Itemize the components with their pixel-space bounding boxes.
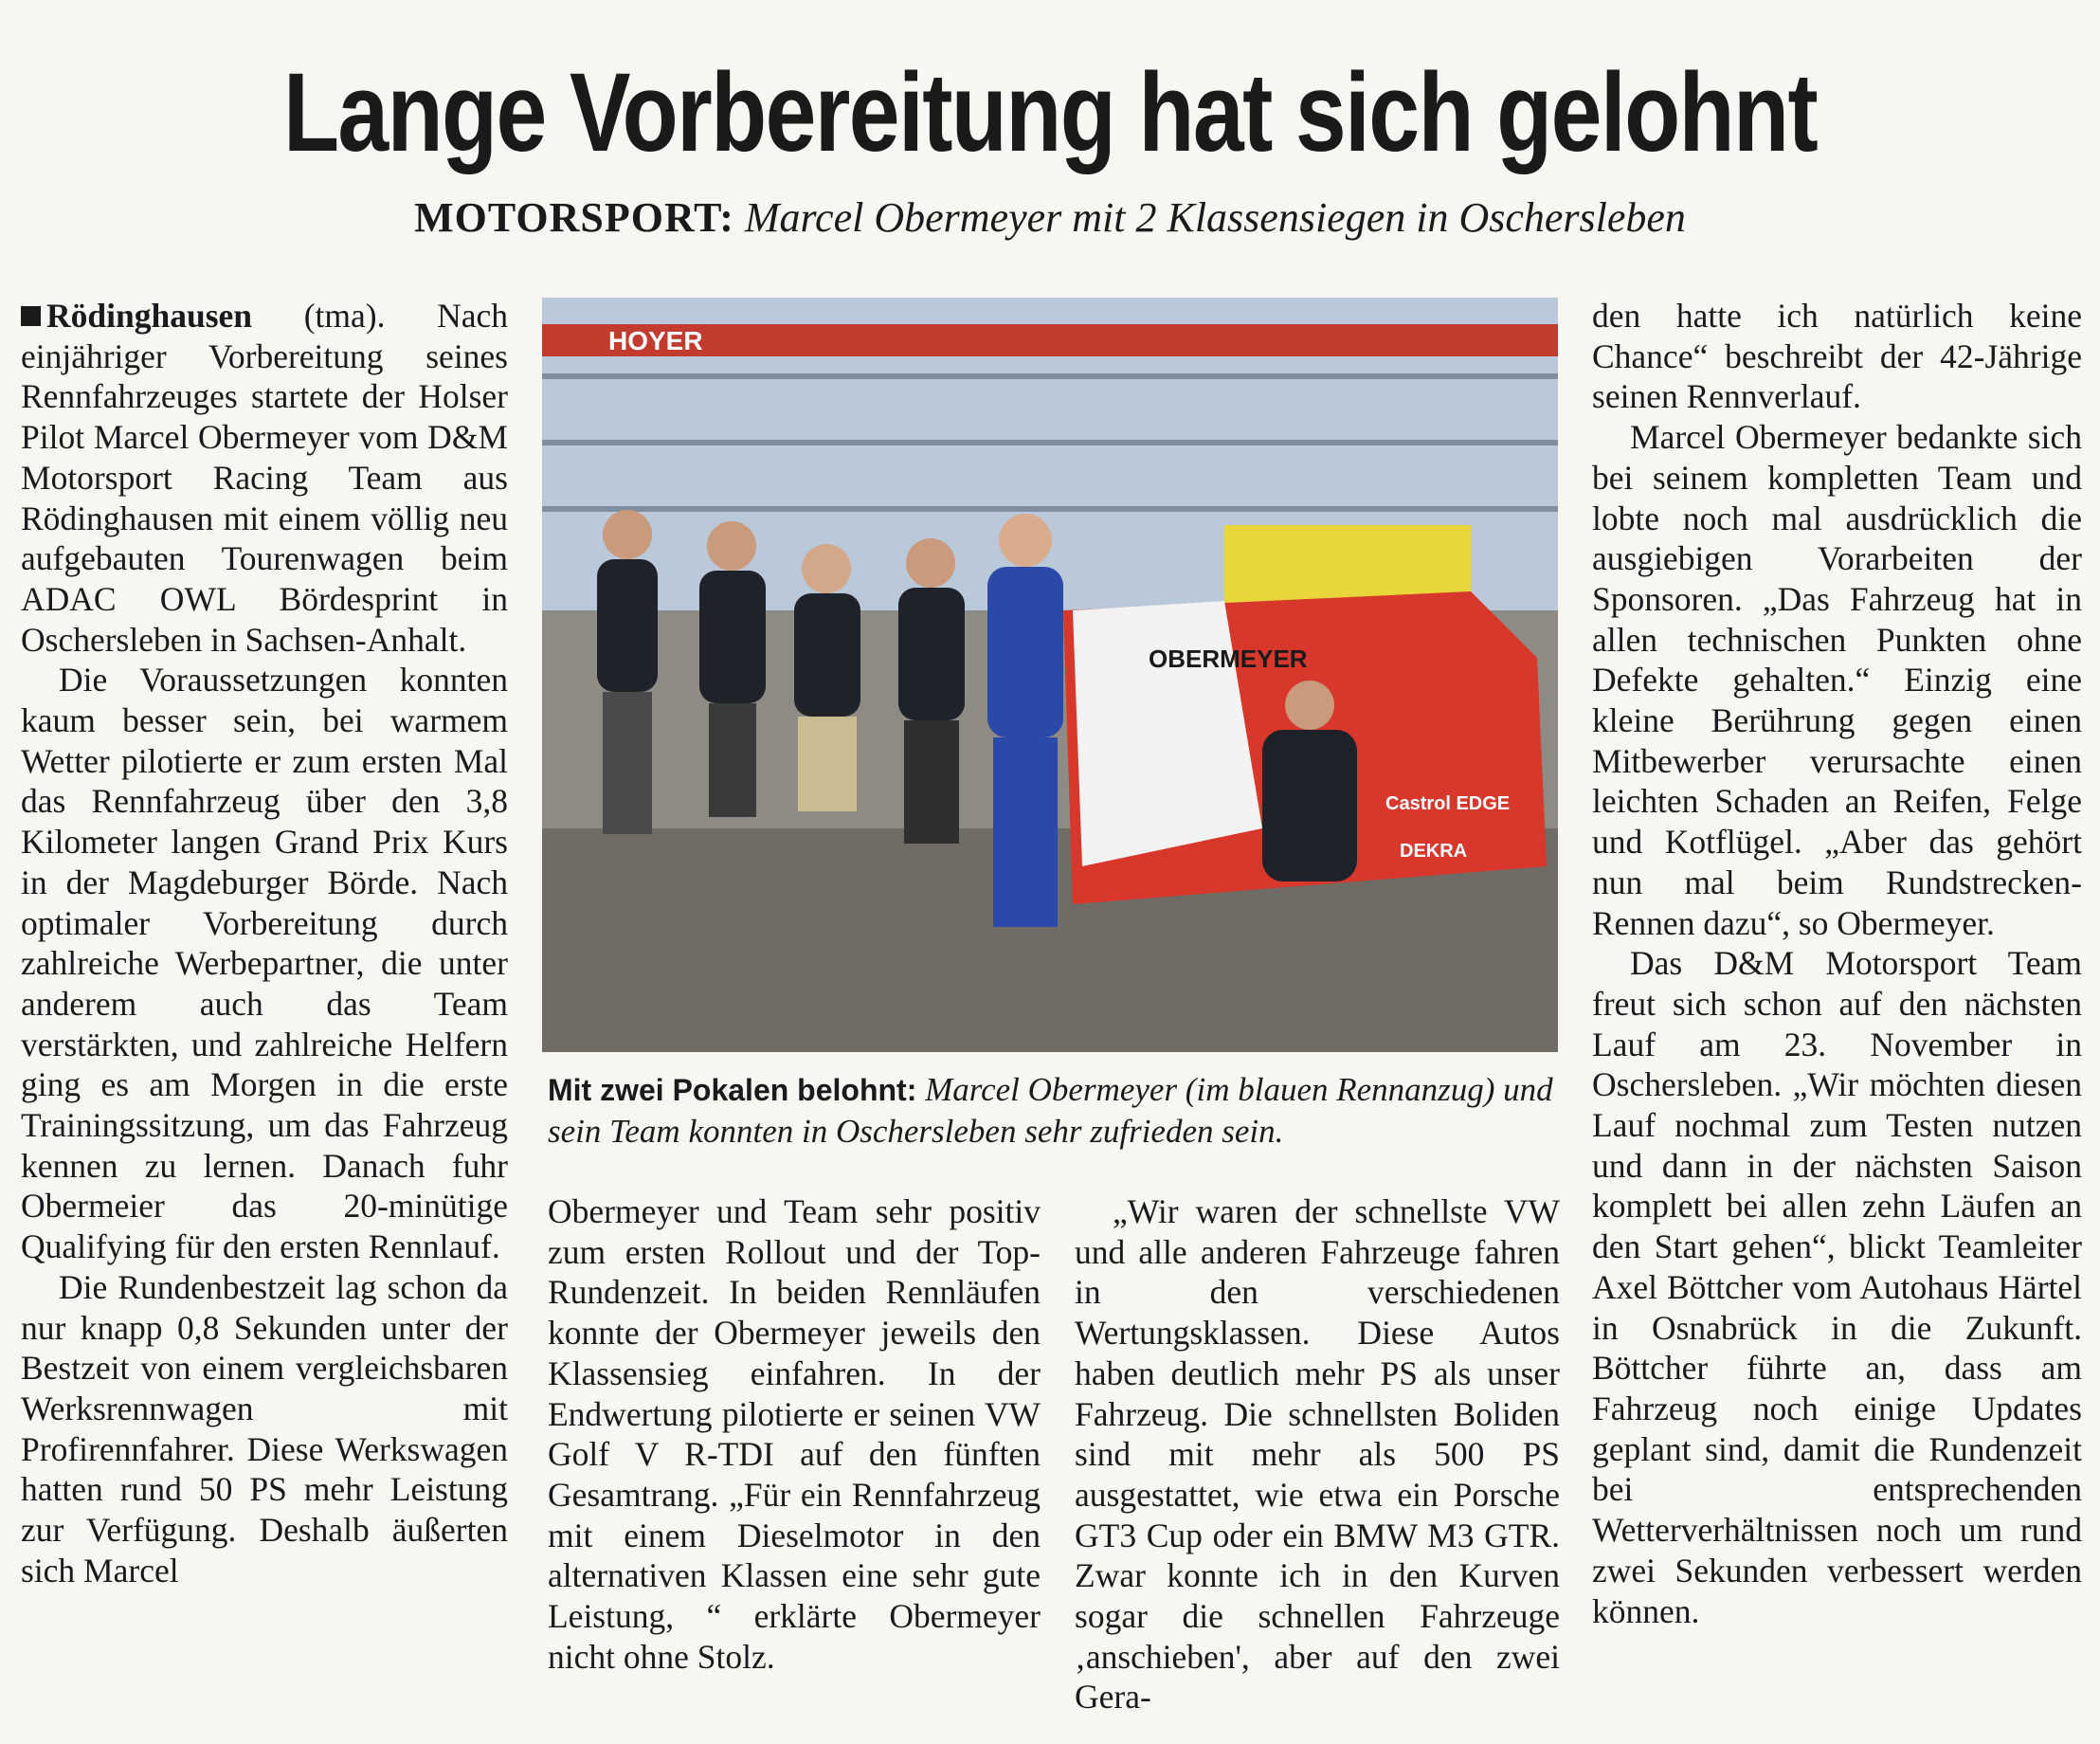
kicker: MOTORSPORT: xyxy=(414,194,734,241)
person-legs xyxy=(904,720,959,844)
caption-lead: Mit zwei Pokalen belohnt: xyxy=(548,1073,917,1107)
column-1 xyxy=(21,296,508,1591)
grandstand-sign: HOYER xyxy=(608,326,703,355)
person-head xyxy=(906,538,955,588)
column-3 xyxy=(1075,1191,1560,1717)
person-body xyxy=(794,593,860,717)
grandstand-rail xyxy=(542,506,1558,512)
paragraph-intro xyxy=(21,296,508,660)
person-head xyxy=(1285,681,1334,730)
photo-caption xyxy=(548,1069,1562,1153)
car-sponsor: Castrol EDGE xyxy=(1385,793,1511,814)
grandstand-rail xyxy=(542,373,1558,379)
person-head xyxy=(603,510,652,559)
paragraph: Die Voraussetzungen konnten kaum besser sein, bei warmem Wetter pilotierte er zum ersten Mal das Rennfahrzeug über den 3,8 Kilometer langen Grand Prix Kurs in der Magdeburger Börde. Nach optimaler Vorbereitung durch zahlreiche Werbepartner, die unter anderem auch das Team verstärkten, und zahlreiche Helfern ging es am Morgen in die erste Trainingssitzung, um das Fahrzeug kennen zu lernen. Danach fuhr Obermeier das 20-minütige Qualifying für den ersten Rennlauf. xyxy=(21,661,508,1266)
paragraph: Marcel Obermeyer bedankte sich bei seinem kompletten Team und lobte noch mal ausdrücklich die ausgiebigen Vorarbeiten der Sponsoren. „Das Fahrzeug hat in allen technischen Punkten ohne Defekte gehalten.“ Einzig eine kleine Berührung gegen einen Mitbewerber verursachte einen leichten Schaden an Reifen, Felge und Kotflügel. „Aber das gehört nun mal beim Rundstrecken-Rennen dazu“, so Obermeyer. xyxy=(1592,418,2082,942)
person-body xyxy=(699,571,766,703)
person-body-crouching xyxy=(1262,730,1357,881)
column-2 xyxy=(548,1191,1041,1677)
person-legs xyxy=(603,692,652,834)
paragraph: Die Rundenbestzeit lag schon da nur knapp 0,8 Sekunden unter der Bestzeit von einem vergleichsbaren Werksrennwagen mit Profirennfahrer. Diese Werkswagen hatten rund 50 PS mehr Leistung zur Verfügung. Deshalb äußerten sich Marcel xyxy=(21,1267,508,1590)
paragraph: „Wir waren der schnellste VW und alle anderen Fahrzeuge fahren in den verschiedenen Wertungsklassen. Diese Autos haben deutlich mehr PS als unser Fahrzeug. Die schnellsten Boliden sind mit mehr als 500 PS ausgestattet, wie etwa ein Porsche GT3 Cup oder ein BMW M3 GTR. Zwar konnte ich in den Kurven sogar die schnellen Fahrzeuge ‚anschieben', aber auf den zwei Gera- xyxy=(1075,1192,1560,1717)
paragraph: Obermeyer und Team sehr positiv zum ersten Rollout und der Top-Rundenzeit. In beiden Rennläufen konnte der Obermeyer jeweils den Klassensieg einfahren. In der Endwertung pilotierte er seinen VW Golf V R-TDI auf den fünften Gesamtrang. „Für ein Rennfahrzeug mit einem Dieselmotor in den alternativen Klassen eine sehr gute Leistung, “ erklärte Obermeyer nicht ohne Stolz. xyxy=(548,1192,1041,1676)
team-photo-illustration xyxy=(542,298,1558,1052)
person-body xyxy=(898,588,965,720)
driver-race-suit xyxy=(987,567,1063,737)
driver-head xyxy=(999,514,1052,567)
dateline-place: Rödinghausen xyxy=(46,297,253,335)
deck: Marcel Obermeyer mit 2 Klassensiegen in Oschersleben xyxy=(744,194,1686,241)
person-head xyxy=(802,544,851,593)
car-sponsor: DEKRA xyxy=(1400,841,1468,862)
paragraph: den hatte ich natürlich keine Chance“ beschreibt der 42-Jährige seinen Rennverlauf. xyxy=(1592,297,2082,416)
person-shorts xyxy=(798,717,857,811)
paragraph: Das D&M Motorsport Team freut sich schon auf den nächsten Lauf am 23. November in Oschersleben. „Wir möchten diesen Lauf nochmal zum Testen nutzen und dann in der nächsten Saison komplett bei allen zehn Läufen an den Start gehen“, blickt Teamleiter Axel Böttcher vom Autohaus Härtel in Osnabrück in die Zukunft. Böttcher führte an, dass am Fahrzeug noch einige Updates geplant sind, damit die Rundenzeit bei entsprechenden Wetterverhältnissen noch um rund zwei Sekunden verbessert werden können. xyxy=(1592,944,2082,1630)
person-body xyxy=(597,559,658,692)
caption-text: Marcel Obermeyer (im blauen Rennanzug) und sein Team konnten in Oschersleben sehr zufrieden sein. xyxy=(548,1071,1553,1150)
car-name: OBERMEYER xyxy=(1149,645,1308,673)
column-4 xyxy=(1592,296,2082,1631)
subheadline xyxy=(0,194,2100,241)
grandstand-rail xyxy=(542,440,1558,445)
person-head xyxy=(707,521,756,571)
team-photo xyxy=(542,298,1558,1052)
paragraph-marker xyxy=(21,306,41,326)
paragraph-text: (tma). Nach einjähriger Vorbereitung seines Rennfahrzeuges startete der Holser Pilot Marcel Obermeyer vom D&M Motorsport Racing Team aus Rödinghausen mit einem völlig neu aufgebauten Tourenwagen beim ADAC OWL Bördesprint in Oschersleben in Sachsen-Anhalt. xyxy=(21,297,509,659)
driver-legs xyxy=(993,737,1058,927)
person-legs xyxy=(709,703,756,817)
headline: Lange Vorbereitung hat sich gelohnt xyxy=(282,50,1818,175)
